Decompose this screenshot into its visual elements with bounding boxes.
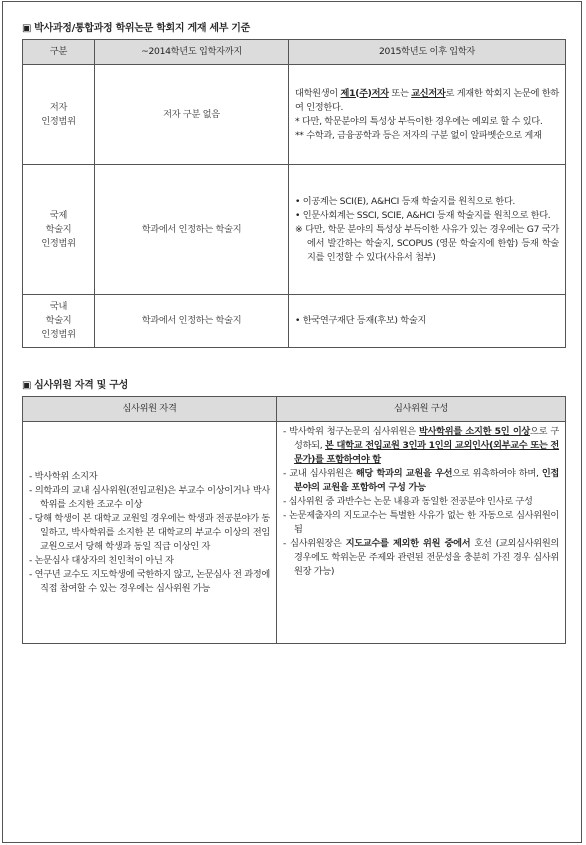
note-line: * 다만, 학문분야의 특성상 부득이한 경우에는 예외로 할 수 있다. (295, 115, 543, 127)
qualification-list (23, 422, 277, 644)
note-line: ** 수학과, 금융공학과 등은 저자의 구분 없이 알파벳순으로 게재 (295, 129, 542, 141)
row-label-international (23, 165, 95, 295)
international-after-value (289, 165, 566, 295)
section2-title-text: 심사위원 자격 및 구성 (34, 380, 128, 391)
list-item: - 논문심사 대상자의 친인척이 아닌 자 (29, 554, 174, 566)
emphasis-text: 지도교수를 제외한 위원 중에서 (345, 538, 471, 549)
emphasis-text: 박사학위를 소지한 5인 이상 (419, 426, 531, 437)
bullet-line: • 한국연구재단 등재(후보) 학술지 (295, 315, 427, 326)
text-run: 호선 (교외심사위원의 경우에도 학위논문 주제와 관련된 전문성을 충분히 가진 경우 심사위원장 가능) (294, 538, 559, 577)
committee-content-row (23, 422, 566, 644)
section1-title-text: 박사과정/통합과정 학위논문 학회지 게재 세부 기준 (34, 23, 250, 34)
text-run: 으로 위촉하여야 하며, (452, 468, 542, 479)
section1-title (22, 19, 250, 34)
emphasis-text: 인접 분야의 교원을 포함하여 구성 가능 (294, 468, 559, 493)
row-label-domestic (23, 295, 95, 348)
committee-table (22, 396, 566, 644)
list-item (283, 537, 559, 579)
label-line: 국내 (49, 301, 68, 312)
first-author-emphasis: 제1(주)저자 (340, 87, 389, 99)
list-item: - 연구년 교수도 지도학생에 국한하지 않고, 논문심사 전 과정에 직접 참여할 수 있는 경우에는 심사위원 가능 (29, 568, 270, 594)
list-item: - 박사학위 소지자 (29, 470, 98, 482)
table-header-row (23, 40, 566, 65)
table-row-author (23, 65, 566, 165)
emphasis-text: 본 대학교 전임교원 3인과 1인의 교외인사(외부교수 또는 전문가)를 포함하여야 함 (294, 440, 560, 465)
table-row-domestic (23, 295, 566, 348)
table-row-international (23, 165, 566, 295)
emphasis-text: 해당 학과의 교원을 우선 (355, 468, 453, 479)
list-item (283, 425, 559, 467)
author-before-value: 저자 구분 없음 (95, 65, 289, 165)
row-label-author (23, 65, 95, 165)
label-line: 인정범위 (41, 237, 76, 249)
text-run: - 심사위원장은 (283, 538, 346, 549)
text-run: - 박사학위 청구논문의 심사위원은 (283, 426, 420, 437)
list-item: - 당해 학생이 본 대학교 교원일 경우에는 학생과 전공분야가 동일하고, 박사학위를 소지한 본 대학교의 부교수 이상의 전임교원으로서 당해 학생과 동일 직급 이상인 자 (29, 512, 270, 552)
header-qualification: 심사위원 자격 (23, 397, 277, 422)
header-category: 구분 (23, 40, 95, 65)
section2-title (22, 376, 128, 391)
committee-header-row (23, 397, 566, 422)
list-item: - 심사위원 중 과반수는 논문 내용과 동일한 전공분야 인사로 구성 (283, 496, 533, 507)
corresponding-author-emphasis: 교신저자 (411, 87, 446, 99)
publication-criteria-table (22, 39, 566, 348)
header-before-2014: ~2014학년도 입학자까지 (95, 40, 289, 65)
label-line: 인정범위 (41, 115, 76, 127)
list-item (283, 467, 559, 495)
composition-list (277, 422, 566, 644)
label-line: 저자 (49, 101, 68, 113)
text-run: 로 게재한 학회지 논문에 한하여 인정한다. (295, 87, 559, 113)
bullet-line: • 이공계는 SCI(E), A&HCI 등재 학술지를 원칙으로 한다. (295, 195, 516, 207)
international-before-value: 학과에서 인정하는 학술지 (95, 165, 289, 295)
domestic-after-value (289, 295, 566, 348)
text-run: 또는 (388, 87, 412, 99)
header-composition: 심사위원 구성 (277, 397, 566, 422)
header-after-2015: 2015학년도 이후 입학자 (289, 40, 566, 65)
list-item: - 의학과의 교내 심사위원(전임교원)은 부교수 이상이거나 박사학위를 소지한 조교수 이상 (29, 484, 270, 510)
square-bullet-icon: ▣ (22, 23, 32, 34)
text-run: 으로 구성하되, (294, 426, 559, 451)
note-line: ※ 다만, 학문 분야의 특성상 부득이한 사유가 있는 경우에는 G7 국가에서 발간하는 학술지, SCOPUS (영문 학술지에 한함) 등재 학술지를 인정할 수 있다(사유서 첨부) (295, 223, 559, 263)
label-line: 학술지 (45, 223, 72, 235)
label-line: 국제 (49, 209, 68, 221)
bullet-line: • 인문사회계는 SSCI, SCIE, A&HCI 등재 학술지를 원칙으로 한다. (295, 209, 551, 221)
author-after-value (289, 65, 566, 165)
text-run: - 교내 심사위원은 (283, 468, 356, 479)
label-line: 학술지 (45, 315, 72, 326)
text-run: 대학원생이 (295, 87, 341, 99)
square-bullet-icon: ▣ (22, 380, 32, 391)
label-line: 인정범위 (41, 329, 76, 340)
domestic-before-value: 학과에서 인정하는 학술지 (95, 295, 289, 348)
list-item: - 논문제출자의 지도교수는 특별한 사유가 없는 한 자동으로 심사위원이 됨 (283, 510, 559, 535)
